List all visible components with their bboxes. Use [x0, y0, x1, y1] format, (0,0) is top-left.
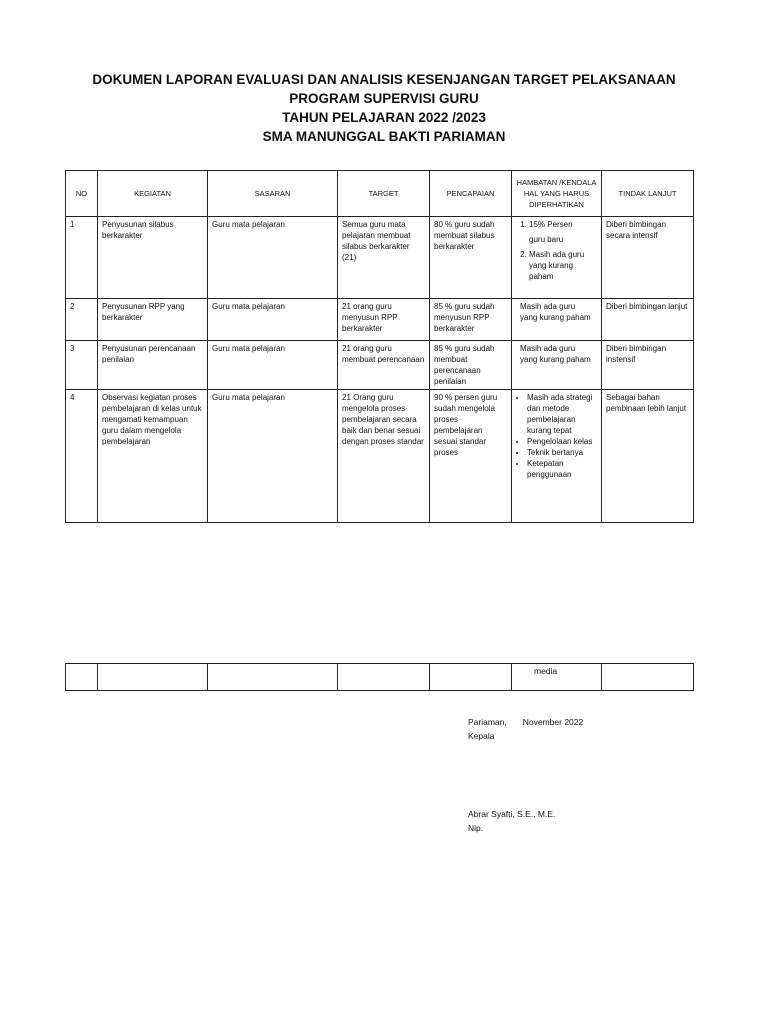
table-row [66, 299, 694, 341]
title-line-4: SMA MANUNGGAL BAKTI PARIAMAN [262, 129, 506, 144]
cell-target: 21 orang guru menyusun RPP berkarakter [338, 299, 430, 341]
header-pencapaian: PENCAPAIAN [430, 171, 512, 217]
hambatan-item: • Pengelolaan kelas [527, 436, 597, 447]
hambatan-item: • Teknik bertanya [527, 447, 597, 458]
cell-sasaran [208, 664, 338, 691]
hambatan-text: guru baru [529, 235, 564, 244]
header-kegiatan: KEGIATAN [98, 171, 208, 217]
signature-place: Pariaman, [468, 717, 507, 727]
hambatan-item: 2. Masih ada guru yang kurang paham [529, 249, 597, 282]
cell-no: 3 [66, 341, 98, 390]
document-title [0, 70, 768, 146]
continuation-table [65, 663, 694, 691]
cell-sasaran: Guru mata pelajaran [208, 390, 338, 523]
header-no: NO [66, 171, 98, 217]
cell-kegiatan [98, 664, 208, 691]
table-row [66, 390, 694, 523]
title-line-1: DOKUMEN LAPORAN EVALUASI DAN ANALISIS KESENJANGAN TARGET PELAKSANAAN [92, 72, 676, 87]
cell-pencapaian: 90 % persen guru sudah mengelola proses pembelajaran sesuai standar proses [430, 390, 512, 523]
cell-kegiatan: Penyusunan perencanaan penilaian [98, 341, 208, 390]
cell-no: 2 [66, 299, 98, 341]
title-line-2: PROGRAM SUPERVISI GURU [289, 91, 479, 106]
hambatan-item: • Masih ada strategi dan metode pembelajaran kurang tepat [527, 392, 597, 436]
cell-no: 1 [66, 217, 98, 299]
cell-sasaran: Guru mata pelajaran [208, 217, 338, 299]
cell-target: Semua guru mata pelajaran membuat silabus berkarakter (21) [338, 217, 430, 299]
evaluation-table [65, 170, 694, 523]
cell-pencapaian [430, 664, 512, 691]
cell-tindak-lanjut: Sebagai bahan pembinaan lebih lanjut [602, 390, 694, 523]
cell-no: 4 [66, 390, 98, 523]
header-sasaran: SASARAN [208, 171, 338, 217]
table-row [66, 341, 694, 390]
table-row [66, 217, 694, 299]
cell-hambatan [512, 390, 602, 523]
signature-nip: Nip. [468, 823, 484, 833]
cell-target: 21 orang guru membuat perencanaan [338, 341, 430, 390]
cell-no [66, 664, 98, 691]
cell-kegiatan: Penyusunan silabus berkarakter [98, 217, 208, 299]
cell-kegiatan: Penyusunan RPP yang berkarakter [98, 299, 208, 341]
cell-kegiatan: Observasi kegiatan proses pembelajaran di kelas untuk mengamati kemampuan guru dalam mengelola pembelajaran [98, 390, 208, 523]
header-tindak-lanjut: TINDAK LANJUT [602, 171, 694, 217]
cell-tindak-lanjut: Diberi bimbingan lanjut [602, 299, 694, 341]
table-header-row [66, 171, 694, 217]
cell-tindak-lanjut [602, 664, 694, 691]
cell-sasaran: Guru mata pelajaran [208, 341, 338, 390]
signature-date: November 2022 [522, 717, 584, 727]
cell-sasaran: Guru mata pelajaran [208, 299, 338, 341]
signature-place-date [468, 716, 583, 729]
cell-target: 21 Orang guru mengelola proses pembelajaran secara baik dan benar sesuai dengan proses standar [338, 390, 430, 523]
cell-target [338, 664, 430, 691]
cell-pencapaian: 80 % guru sudah membuat silabus berkarakter [430, 217, 512, 299]
cell-pencapaian: 85 % guru sudah membuat perencanaan penilaian [430, 341, 512, 390]
cell-hambatan: Masih ada guru yang kurang paham [512, 341, 602, 390]
title-line-3: TAHUN PELAJARAN 2022 /2023 [282, 110, 486, 125]
signature-role: Kepala [468, 731, 495, 741]
cell-pencapaian: 85 % guru sudah menyusun RPP berkarakter [430, 299, 512, 341]
cell-hambatan: media [512, 664, 602, 691]
cell-tindak-lanjut: Diberi bimbingan instensif [602, 341, 694, 390]
table-row [66, 664, 694, 691]
hambatan-item: 1. 15% Persen [529, 219, 597, 230]
cell-hambatan: Masih ada guru yang kurang paham [512, 299, 602, 341]
header-target: TARGET [338, 171, 430, 217]
header-hambatan: HAMBATAN /KENDALA HAL YANG HARUS DIPERHATIKAN [512, 171, 602, 217]
signature-name: Abrar Syafti, S.E., M.E. [468, 809, 556, 819]
cell-hambatan [512, 217, 602, 299]
cell-tindak-lanjut: Diberi bimbingan secara intensif [602, 217, 694, 299]
hambatan-item: • Ketepatan penggunaan [527, 458, 597, 480]
